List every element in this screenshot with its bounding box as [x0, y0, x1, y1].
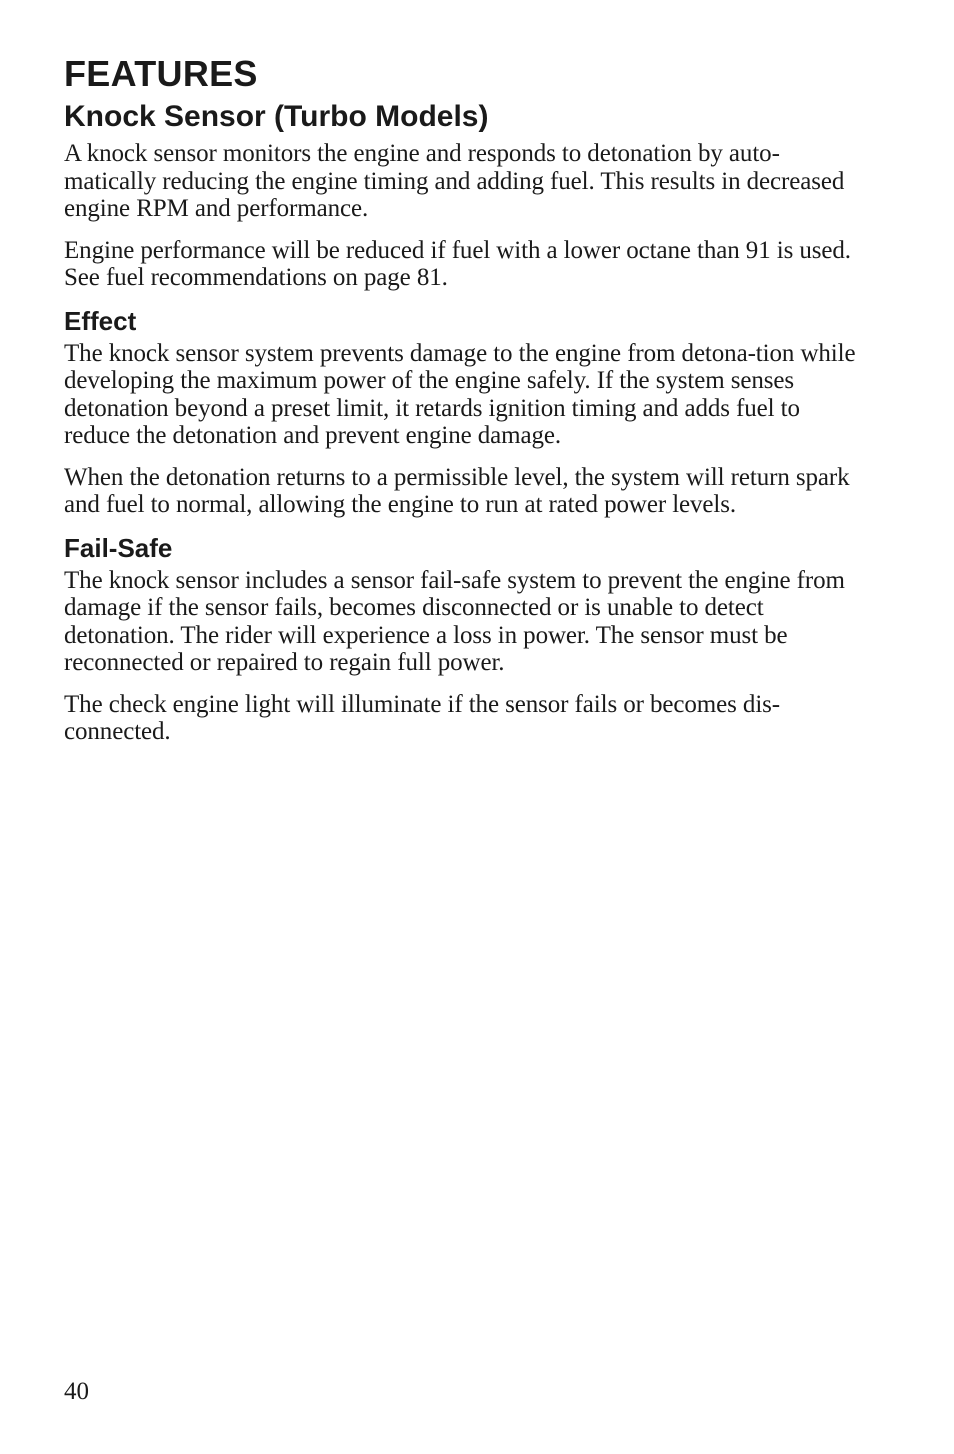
failsafe-heading: Fail-Safe [64, 532, 173, 563]
failsafe-paragraph-1: The knock sensor includes a sensor fail-safe system to prevent the engine from damage if the sensor fails, becomes disconnected or is unable to detect detonation. The rider will experience a loss in power. The sensor must be reconnected or repaired to regain full power. [64, 566, 845, 676]
page-number: 40 [64, 1378, 89, 1405]
effect-paragraph-1: The knock sensor system prevents damage to the engine from detona-tion while developing the maximum power of the engine safely. If the system senses detonation beyond a preset limit, it retards ignition timing and adds fuel to reduce the detonation and prevent engine damage. [64, 339, 856, 449]
intro-paragraph-2: Engine performance will be reduced if fuel with a lower octane than 91 is used. See fuel recommendations on page 81. [64, 236, 851, 291]
effect-heading: Effect [64, 305, 137, 336]
page-content [64, 54, 864, 760]
page-heading: Knock Sensor (Turbo Models) [64, 100, 489, 133]
effect-paragraph-2: When the detonation returns to a permissible level, the system will return spark and fuel to normal, allowing the engine to run at rated power levels. [64, 463, 850, 518]
section-title: FEATURES [64, 53, 258, 94]
failsafe-paragraph-2: The check engine light will illuminate if the sensor fails or becomes dis-connected. [64, 690, 781, 745]
intro-paragraph-1: A knock sensor monitors the engine and responds to detonation by auto-matically reducing the engine timing and adding fuel. This results in decreased engine RPM and performance. [64, 140, 845, 222]
